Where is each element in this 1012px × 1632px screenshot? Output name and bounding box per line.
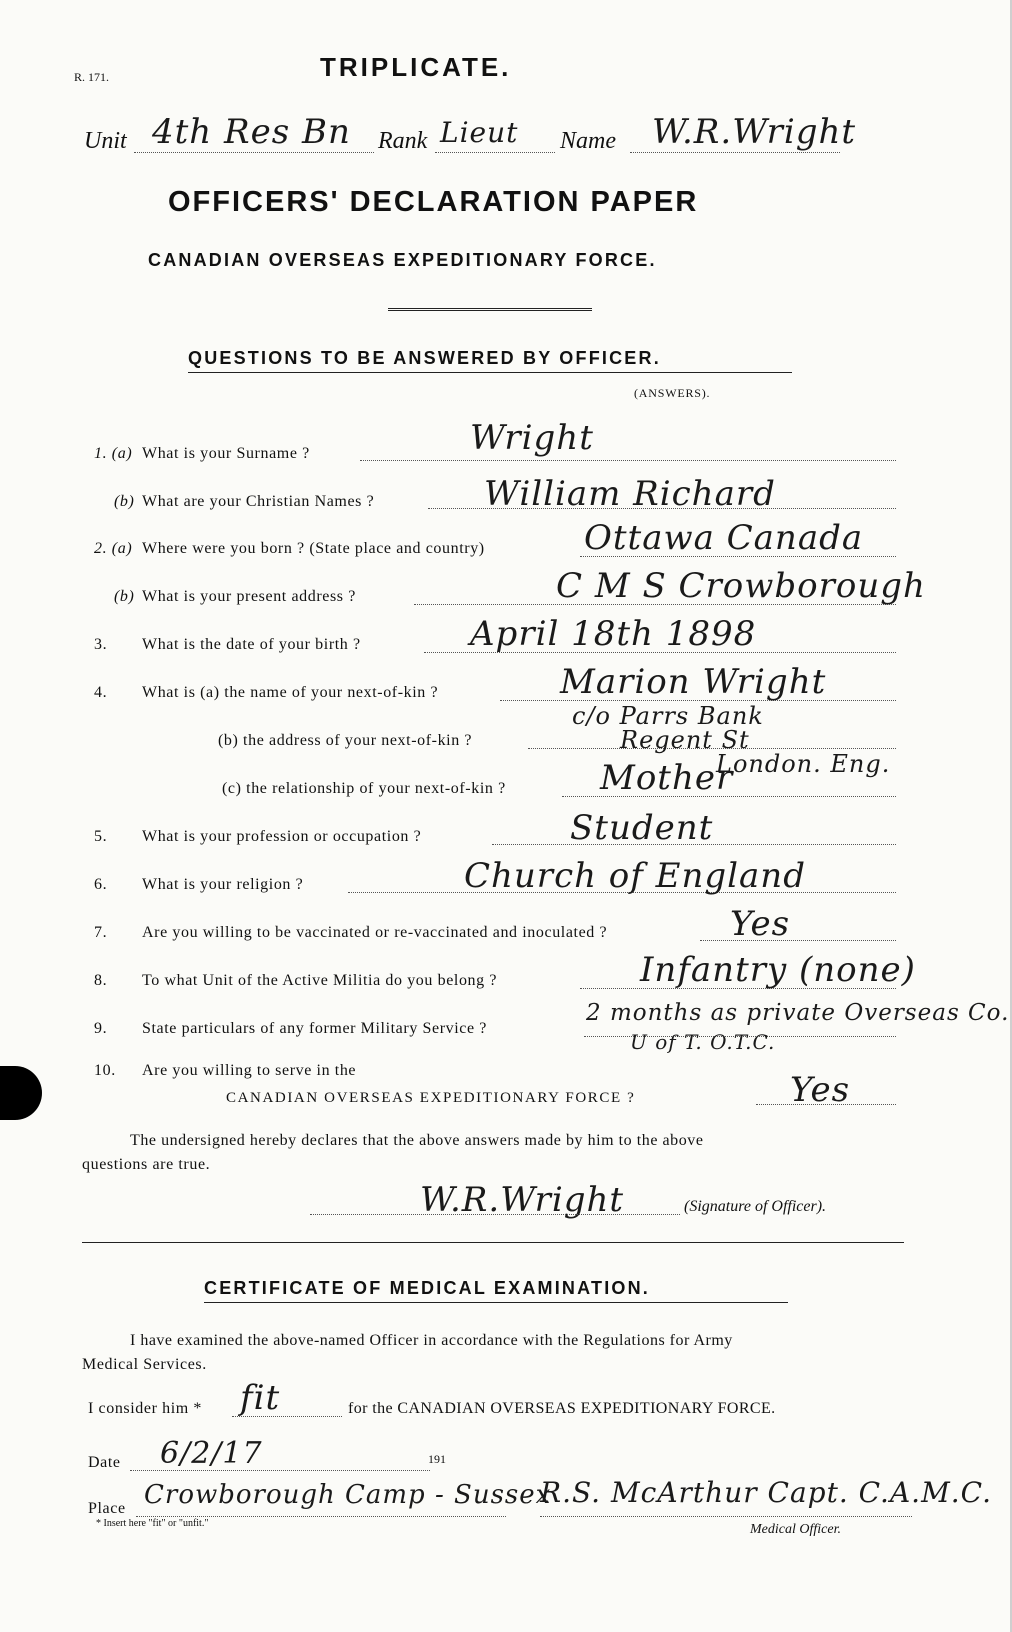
consider-value: fit	[240, 1378, 281, 1418]
unit-label: Unit	[84, 128, 127, 154]
q8-answer: Infantry (none)	[640, 950, 916, 990]
q9-number: 9.	[94, 1020, 108, 1037]
q3-number: 3.	[94, 636, 108, 653]
q1b-question: What are your Christian Names ?	[142, 493, 375, 510]
q2b-number: (b)	[114, 588, 135, 605]
medical-officer-label: Medical Officer.	[750, 1522, 841, 1537]
medical-heading-underline	[204, 1302, 788, 1303]
q1a-question: What is your Surname ?	[142, 445, 310, 462]
q10-question-line2: CANADIAN OVERSEAS EXPEDITIONARY FORCE ?	[226, 1090, 636, 1106]
medical-officer-dotted-line	[540, 1516, 912, 1517]
page-title: OFFICERS' DECLARATION PAPER	[168, 186, 699, 218]
q9-question: State particulars of any former Military Service ?	[142, 1020, 487, 1037]
q7-number: 7.	[94, 924, 108, 941]
q4b-answer-line3: London. Eng.	[716, 750, 891, 778]
q1a-dotted-line	[360, 460, 896, 461]
q1a-answer: Wright	[470, 418, 594, 458]
q5-question: What is your profession or occupation ?	[142, 828, 422, 845]
signature-dotted-line	[310, 1214, 680, 1215]
medical-line1: I have examined the above-named Officer in accordance with the Regulations for Army	[130, 1332, 733, 1349]
consider-label: I consider him *	[88, 1400, 203, 1417]
footnote: * Insert here "fit" or "unfit."	[96, 1518, 209, 1529]
unit-dotted-line	[134, 152, 374, 153]
date-value: 6/2/17	[160, 1436, 263, 1471]
q6-answer: Church of England	[464, 856, 806, 896]
triplicate-label: TRIPLICATE.	[320, 52, 512, 82]
q6-question: What is your religion ?	[142, 876, 304, 893]
q2a-question: Where were you born ? (State place and country)	[142, 540, 485, 557]
q5-number: 5.	[94, 828, 108, 845]
place-dotted-line	[136, 1516, 506, 1517]
q10-answer: Yes	[790, 1070, 851, 1110]
q10-number: 10.	[94, 1062, 116, 1079]
place-value: Crowborough Camp - Sussex	[144, 1480, 552, 1510]
q2a-answer: Ottawa Canada	[584, 518, 864, 558]
q8-question: To what Unit of the Active Militia do you belong ?	[142, 972, 498, 989]
q4-number: 4.	[94, 684, 108, 701]
q7-answer: Yes	[730, 904, 791, 944]
q4c-question: (c) the relationship of your next-of-kin ?	[222, 780, 506, 797]
q2b-answer: C M S Crowborough	[556, 566, 926, 606]
q4c-answer: Mother	[600, 758, 734, 798]
name-dotted-line	[630, 152, 840, 153]
q5-answer: Student	[570, 808, 714, 848]
unit-value: 4th Res Bn	[152, 112, 351, 152]
medical-officer-signature: R.S. McArthur Capt. C.A.M.C.	[540, 1476, 992, 1509]
medical-heading: CERTIFICATE OF MEDICAL EXAMINATION.	[204, 1278, 650, 1298]
signature-label: (Signature of Officer).	[684, 1198, 827, 1215]
place-label: Place	[88, 1500, 126, 1517]
name-value: W.R.Wright	[652, 112, 857, 152]
q3-answer: April 18th 1898	[470, 614, 757, 654]
q9-answer-line2: U of T. O.T.C.	[630, 1030, 776, 1054]
questions-heading-underline	[188, 372, 792, 373]
section-divider	[82, 1242, 904, 1243]
form-number: R. 171.	[74, 70, 110, 84]
q2a-number: 2. (a)	[94, 540, 133, 557]
date-label: Date	[88, 1454, 121, 1471]
rank-dotted-line	[435, 152, 555, 153]
declaration-line2: questions are true.	[82, 1156, 211, 1173]
q1b-number: (b)	[114, 493, 135, 510]
consider-dotted-line	[232, 1416, 342, 1417]
rank-value: Lieut	[440, 116, 519, 149]
q4a-answer: Marion Wright	[560, 662, 827, 702]
date-dotted-line	[130, 1470, 430, 1471]
declaration-line1: The undersigned hereby declares that the above answers made by him to the above	[130, 1132, 704, 1149]
q6-number: 6.	[94, 876, 108, 893]
q10-question-line1: Are you willing to serve in the	[142, 1062, 357, 1079]
q4b-question: (b) the address of your next-of-kin ?	[218, 732, 473, 749]
q1a-number: 1. (a)	[94, 445, 133, 462]
section-questions-heading: QUESTIONS TO BE ANSWERED BY OFFICER.	[188, 348, 661, 368]
q7-question: Are you willing to be vaccinated or re-vaccinated and inoculated ?	[142, 924, 608, 941]
date-year-prefix: 191	[428, 1452, 446, 1466]
q4a-question: What is (a) the name of your next-of-kin ?	[142, 684, 439, 701]
rank-label: Rank	[378, 128, 428, 154]
q1b-answer: William Richard	[484, 474, 776, 514]
medical-line2: Medical Services.	[82, 1356, 207, 1373]
q8-number: 8.	[94, 972, 108, 989]
q2b-question: What is your present address ?	[142, 588, 356, 605]
name-label: Name	[560, 128, 616, 154]
q9-answer-line1: 2 months as private Overseas Co.	[586, 1000, 1010, 1026]
q4b-answer-line2: Regent St	[620, 726, 750, 754]
q4b-answer-line1: c/o Parrs Bank	[572, 702, 764, 730]
title-divider	[388, 308, 592, 311]
consider-tail: for the CANADIAN OVERSEAS EXPEDITIONARY FORCE.	[348, 1400, 776, 1417]
officer-signature: W.R.Wright	[420, 1180, 625, 1220]
page-subtitle: CANADIAN OVERSEAS EXPEDITIONARY FORCE.	[148, 250, 657, 270]
answers-label: (ANSWERS).	[634, 386, 711, 400]
q3-question: What is the date of your birth ?	[142, 636, 361, 653]
